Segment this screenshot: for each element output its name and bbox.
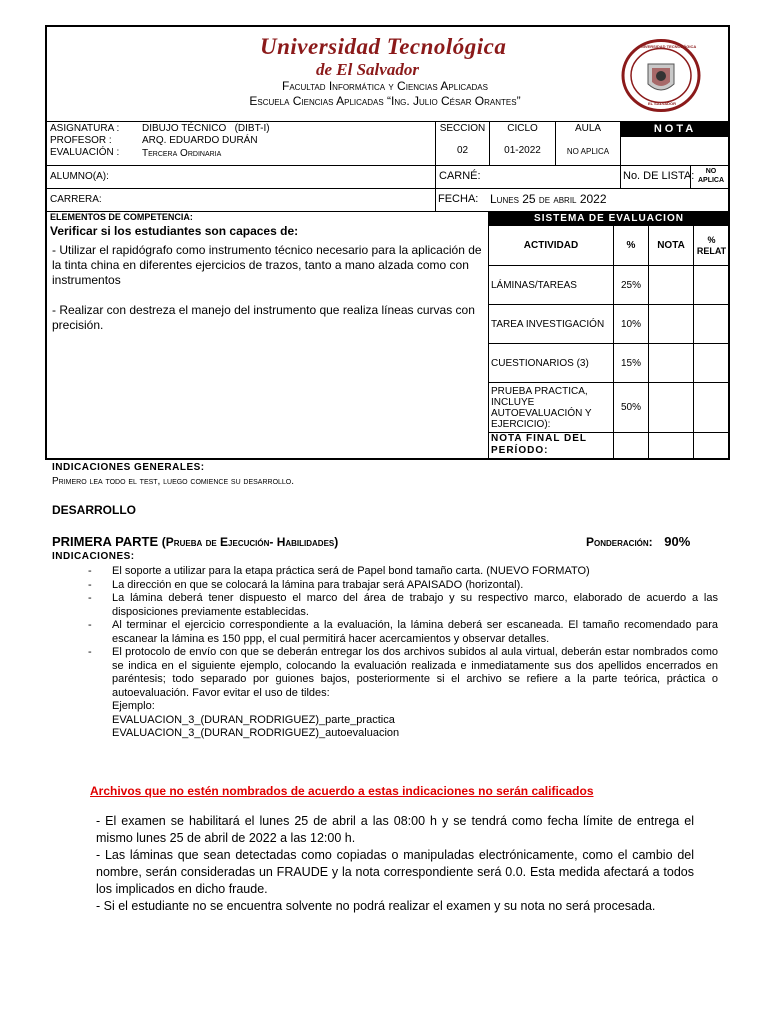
row-4-pct: 50% bbox=[620, 402, 641, 413]
competencia-title: ELEMENTOS DE COMPETENCIA: bbox=[50, 212, 193, 222]
seccion-label: SECCION bbox=[439, 123, 486, 134]
col-relat-label: % RELAT bbox=[696, 234, 727, 256]
ponderacion-value: 90% bbox=[664, 534, 691, 549]
col-pct bbox=[614, 226, 648, 265]
sistema-row-4 bbox=[491, 383, 612, 432]
list-item: - Al terminar el ejercicio correspondiente a la evaluación, la lámina deberá ser escaneada. El tamaño recomendado para escanear la lámina es 150 ppp, el cual permitirá hacer acercamientos y observar detalles. bbox=[88, 619, 718, 645]
asignatura-label: ASIGNATURA : bbox=[50, 123, 120, 134]
sistema-row-1 bbox=[491, 266, 612, 304]
sistema-row-1-pct bbox=[614, 266, 648, 304]
primera-parte: PRIMERA PARTE bbox=[52, 534, 159, 549]
col-pct-label: % bbox=[626, 240, 636, 251]
row-1-actividad: LÁMINAS/TAREAS bbox=[491, 279, 577, 291]
col-actividad bbox=[489, 226, 613, 265]
university-seal bbox=[620, 38, 702, 113]
profesor-value: ARQ. EDUARDO DURÁN bbox=[142, 135, 258, 146]
sistema-title-bar bbox=[489, 212, 729, 225]
nota-input[interactable] bbox=[621, 137, 729, 165]
indicaciones-list bbox=[88, 565, 718, 741]
indicaciones-title: INDICACIONES GENERALES: bbox=[52, 462, 205, 473]
final-note-3: - Si el estudiante no se encuentra solvente no podrá realizar el examen y su nota no será procesada. bbox=[96, 899, 656, 913]
sistema-title: SISTEMA DE EVALUACION bbox=[534, 213, 684, 224]
sistema-row-2 bbox=[491, 305, 612, 343]
alumno-input[interactable] bbox=[115, 166, 433, 188]
alumno-label: ALUMNO(A): bbox=[50, 171, 109, 182]
row-4-actividad: PRUEBA PRACTICA, INCLUYE AUTOEVALUACIÓN Y EJERCICIO): bbox=[491, 385, 592, 430]
desarrollo-title: DESARROLLO bbox=[52, 503, 136, 517]
sistema-row-2-pct bbox=[614, 305, 648, 343]
seal-text-top: UNIVERSIDAD TECNOLÓGICA bbox=[638, 44, 697, 49]
ciclo-value: 01-2022 bbox=[504, 145, 541, 156]
list-item-text: El soporte a utilizar para la etapa práctica será de Papel bond tamaño carta. (NUEVO FORMATO) bbox=[112, 565, 590, 577]
fecha-label: FECHA: bbox=[438, 193, 479, 205]
primera-parte-sub: (Prueba de Ejecución- Habilidades) bbox=[161, 535, 339, 549]
list-item-text: La dirección en que se colocará la lámina para trabajar será APAISADO (horizontal). bbox=[112, 578, 524, 591]
list-item-text: La lámina deberá tener dispuesto el marco del área de trabajo y su respectivo marco, elaborado de acuerdo a las disposiciones previamente establecidas. bbox=[112, 592, 718, 618]
ponderacion bbox=[586, 534, 690, 549]
ciclo-label: CICLO bbox=[507, 123, 538, 134]
row-1-pct: 25% bbox=[620, 279, 641, 291]
list-item: - El soporte a utilizar para la etapa práctica será de Papel bond tamaño carta. (NUEVO FORMATO) bbox=[88, 565, 590, 577]
seccion-value: 02 bbox=[456, 145, 469, 156]
aula-value: NO APLICA bbox=[566, 147, 610, 156]
row-2-pct: 10% bbox=[620, 318, 641, 330]
col-nota bbox=[649, 226, 693, 265]
ejemplo-1: EVALUACION_3_(DURAN_RODRIGUEZ)_parte_practica bbox=[112, 713, 395, 726]
row-2-actividad: TAREA INVESTIGACIÓN bbox=[491, 318, 605, 330]
final-note-1: - El examen se habilitará el lunes 25 de abril a las 08:00 h y se tendrá como fecha límite de entrega el mismo lunes 25 de abril de 2022 a las 12:00 h. bbox=[96, 814, 694, 845]
col-relat bbox=[694, 226, 729, 265]
university-name-line2: de El Salvador bbox=[316, 60, 419, 79]
evaluacion-value: Tercera Ordinaria bbox=[142, 148, 222, 159]
evaluacion-label: EVALUACIÓN : bbox=[50, 147, 120, 158]
sistema-row-3-pct bbox=[614, 344, 648, 382]
list-item-text: El protocolo de envío con que se deberán entregar los dos archivos subidos al aula virtual, deberán estar nombrados como se indica en el siguiente ejemplo, colocando la evaluación realizada e inmediatamente sus dos apellidos encerrados en paréntesis; todo separado por guiones bajos, posteriormente si el archivo se refiere a la parte teórica, práctica o autoevaluación. Favor evitar el uso de tildes: bbox=[112, 646, 718, 699]
final-notes bbox=[96, 813, 694, 915]
col-nota-label: NOTA bbox=[657, 240, 685, 251]
school-name: Escuela Ciencias Aplicadas “Ing. Julio César Orantes” bbox=[249, 94, 521, 108]
profesor-label: PROFESOR : bbox=[50, 135, 112, 146]
fecha-value: Lunes 25 de abril 2022 bbox=[490, 192, 607, 206]
seal-text-bottom: EL SALVADOR bbox=[648, 101, 677, 106]
list-item: - La lámina deberá tener dispuesto el marco del área de trabajo y su respectivo marco, elaborado de acuerdo a las disposiciones previamente establecidas. bbox=[88, 592, 718, 618]
nota-final-label: NOTA FINAL DEL PERÍODO: bbox=[491, 433, 587, 456]
list-item: - El protocolo de envío con que se deberán entregar los dos archivos subidos al aula virtual, deberán estar nombrados como se indica en el siguiente ejemplo, colocando la evaluación realizada e inmediatamente sus dos apellidos encerrados en paréntesis; todo separado por guiones bajos, posteriormente si el archivo se refiere a la parte teórica, práctica o autoevaluación. Favor evitar el uso de tildes: bbox=[88, 646, 718, 699]
indicaciones-text: Primero lea todo el test, luego comience su desarrollo. bbox=[52, 476, 295, 487]
nota-label: NOTA bbox=[653, 123, 697, 135]
competencia-item-2: - Realizar con destreza el manejo del instrumento que realiza líneas curvas con precisión. bbox=[52, 303, 475, 332]
row-3-actividad: CUESTIONARIOS (3) bbox=[491, 357, 589, 369]
col-actividad-label: ACTIVIDAD bbox=[523, 240, 579, 251]
sistema-row-4-pct bbox=[614, 383, 648, 432]
list-item-text: Al terminar el ejercicio correspondiente a la evaluación, la lámina deberá ser escaneada. El tamaño recomendado para escanear la lámina es 150 ppp, el cual permitirá hacer acercamientos y observar detalles. bbox=[112, 619, 718, 645]
final-note-2: - Las láminas que sean detectadas como copiadas o manipuladas electrónicamente, como el cambio del nombre, serán consideradas un FRAUDE y la nota correspondiente será 0.0. Esta medida afectará a todos los implicados en dicho fraude. bbox=[96, 848, 694, 896]
carne-input[interactable] bbox=[490, 166, 618, 188]
carrera-label: CARRERA: bbox=[50, 194, 102, 205]
ejemplo-label: Ejemplo: bbox=[112, 700, 155, 712]
indicaciones-subtitle: INDICACIONES: bbox=[52, 551, 135, 562]
ponderacion-label: Ponderación: bbox=[586, 535, 653, 549]
asignatura-value: DIBUJO TÉCNICO (DIBT-I) bbox=[142, 123, 270, 134]
aula-label: AULA bbox=[574, 123, 602, 134]
competencia-item-1: - Utilizar el rapidógrafo como instrumento técnico necesario para la aplicación de la tinta china en diferentes ejercicios de trazos, tanto a mano alzada como con instrumentos bbox=[52, 243, 482, 287]
warning-text: Archivos que no estén nombrados de acuerdo a estas indicaciones no serán calificados bbox=[90, 784, 594, 798]
primera-parte-heading bbox=[52, 534, 338, 549]
carne-label: CARNÉ: bbox=[439, 170, 481, 182]
row-3-pct: 15% bbox=[620, 357, 641, 369]
faculty-name: Facultad Informática y Ciencias Aplicadas bbox=[282, 79, 488, 93]
competencia-subtitle: Verificar si los estudiantes son capaces de: bbox=[50, 224, 299, 238]
sistema-row-3 bbox=[491, 344, 612, 382]
carrera-input[interactable] bbox=[110, 189, 433, 211]
nolista-value: NO APLICA bbox=[697, 168, 725, 184]
list-item: - La dirección en que se colocará la lámina para trabajar será APAISADO (horizontal). bbox=[88, 578, 524, 591]
nota-header bbox=[621, 122, 729, 136]
nolista-label: No. DE LISTA: bbox=[623, 170, 695, 182]
university-name-line1: Universidad Tecnológica bbox=[260, 34, 507, 59]
ejemplo-2: EVALUACION_3_(DURAN_RODRIGUEZ)_autoevaluacion bbox=[112, 727, 400, 739]
